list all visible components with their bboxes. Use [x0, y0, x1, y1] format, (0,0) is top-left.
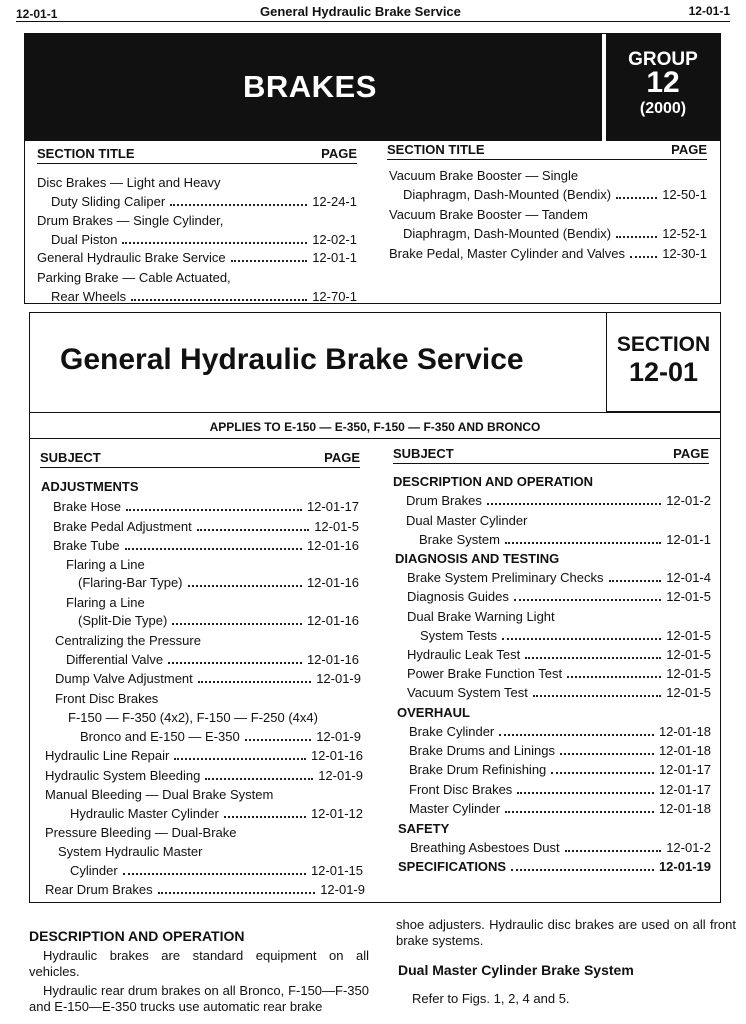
subject-entry[interactable]: [406, 493, 711, 508]
column-page-label: PAGE: [321, 146, 357, 161]
column-title-label: SUBJECT: [393, 446, 454, 461]
subject-page: 12-01-5: [314, 519, 359, 534]
subject-heading: OVERHAUL: [397, 705, 470, 720]
subject-entry[interactable]: [53, 499, 359, 514]
leader-dots: [499, 734, 654, 736]
toc-entry-label: Diaphragm, Dash-Mounted (Bendix): [403, 187, 612, 202]
toc-entry-line: Drum Brakes — Single Cylinder,: [37, 213, 224, 228]
toc-entry-page: 12-70-1: [312, 289, 357, 304]
subject-entry[interactable]: [419, 532, 711, 547]
toc-entry-label: Diaphragm, Dash-Mounted (Bendix): [403, 226, 612, 241]
group-number-block: [602, 34, 720, 141]
subject-entry[interactable]: [409, 762, 711, 777]
subject-label: Brake Pedal Adjustment: [53, 519, 192, 534]
subject-line: Front Disc Brakes: [55, 691, 159, 706]
running-header: [16, 4, 730, 22]
leader-dots: [616, 236, 657, 238]
subject-label: (Split-Die Type): [78, 613, 168, 628]
subject-entry[interactable]: [407, 647, 711, 662]
subject-line: Flaring a Line: [66, 557, 145, 572]
subject-page: 12-01-16: [306, 613, 359, 628]
toc-entry-page: 12-30-1: [662, 246, 707, 261]
subject-label: Brake Cylinder: [409, 724, 495, 739]
subject-page: 12-01-18: [658, 801, 711, 816]
subject-label: Hydraulic Line Repair: [45, 748, 170, 763]
section-title: General Hydraulic Brake Service: [60, 343, 524, 376]
subject-label: Vacuum System Test: [407, 685, 528, 700]
subject-line: Flaring a Line: [66, 595, 145, 610]
subsection-heading: Dual Master Cylinder Brake System: [398, 962, 634, 978]
subject-page: 12-01-18: [658, 743, 711, 758]
subject-page: 12-01-9: [316, 729, 361, 744]
leader-dots: [197, 529, 309, 531]
column-title-label: SECTION TITLE: [387, 142, 485, 157]
subject-entry[interactable]: [398, 859, 711, 874]
leader-dots: [174, 758, 306, 760]
subject-label: Master Cylinder: [409, 801, 501, 816]
column-title-label: SUBJECT: [40, 450, 101, 465]
toc-entry[interactable]: [403, 226, 707, 241]
subject-label: Brake Drums and Linings: [409, 743, 555, 758]
subject-label: Brake Tube: [53, 538, 120, 553]
subject-entry[interactable]: [409, 724, 711, 739]
divider: [30, 438, 720, 439]
subject-page: 12-01-16: [310, 748, 363, 763]
leader-dots: [630, 256, 657, 258]
toc-entry-page: 12-01-1: [312, 250, 357, 265]
subject-entry[interactable]: [66, 652, 359, 667]
subject-label: Hydraulic Master Cylinder: [70, 806, 219, 821]
subject-label: System Tests: [420, 628, 498, 643]
leader-dots: [168, 662, 302, 664]
subject-label: Brake System: [419, 532, 500, 547]
leader-dots: [125, 548, 302, 550]
leader-dots: [511, 869, 654, 871]
subject-entry[interactable]: [45, 882, 365, 897]
leader-dots: [158, 892, 316, 894]
group-label: GROUP: [628, 49, 698, 70]
subject-page: 12-01-17: [658, 762, 711, 777]
leader-dots: [533, 695, 661, 697]
group-year: (2000): [639, 100, 687, 117]
subject-heading: DESCRIPTION AND OPERATION: [393, 474, 594, 489]
leader-dots: [172, 623, 302, 625]
subject-line: Manual Bleeding — Dual Brake System: [45, 787, 274, 802]
subject-label: Hydraulic Leak Test: [407, 647, 521, 662]
subject-label: Brake Drum Refinishing: [409, 762, 547, 777]
group-contents-box: [24, 33, 721, 304]
subject-page: 12-01-9: [320, 882, 365, 897]
subject-entry[interactable]: [70, 806, 363, 821]
subject-page: 12-01-9: [316, 671, 361, 686]
subject-entry[interactable]: [80, 729, 361, 744]
leader-dots: [517, 792, 654, 794]
subject-entry[interactable]: [45, 768, 363, 783]
subject-entry[interactable]: [78, 613, 359, 628]
left-column-header: [37, 146, 357, 164]
subject-label: Breathing Asbestoes Dust: [410, 840, 560, 855]
subject-entry[interactable]: [55, 671, 361, 686]
leader-dots: [487, 503, 661, 505]
leader-dots: [205, 778, 313, 780]
subject-label: Brake System Preliminary Checks: [407, 570, 604, 585]
leader-dots: [502, 638, 661, 640]
subject-entry[interactable]: [407, 589, 711, 604]
subject-entry[interactable]: [409, 743, 711, 758]
subject-label: Drum Brakes: [406, 493, 482, 508]
subject-line: System Hydraulic Master: [58, 844, 203, 859]
subject-page: 12-01-5: [666, 666, 711, 681]
subject-page: 12-01-1: [666, 532, 711, 547]
subject-line: Pressure Bleeding — Dual-Brake: [45, 825, 237, 840]
toc-entry-line: Parking Brake — Cable Actuated,: [37, 270, 231, 285]
left-column-header: [40, 450, 360, 468]
subject-entry[interactable]: [53, 538, 359, 553]
subject-label: Rear Drum Brakes: [45, 882, 153, 897]
leader-dots: [224, 816, 306, 818]
subject-label: Cylinder: [70, 863, 118, 878]
leader-dots: [616, 197, 657, 199]
subject-page: 12-01-2: [666, 840, 711, 855]
leader-dots: [565, 850, 662, 852]
body-paragraph: Refer to Figs. 1, 2, 4 and 5.: [412, 991, 570, 1006]
subject-line: Dual Brake Warning Light: [407, 609, 555, 624]
toc-entry-page: 12-24-1: [312, 194, 357, 209]
header-title: General Hydraulic Brake Service: [260, 4, 461, 19]
subject-line: Centralizing the Pressure: [55, 633, 201, 648]
toc-entry-line: Disc Brakes — Light and Heavy: [37, 175, 221, 190]
subject-label: Power Brake Function Test: [407, 666, 563, 681]
leader-dots: [122, 242, 307, 244]
toc-entry-page: 12-02-1: [312, 232, 357, 247]
leader-dots: [126, 509, 302, 511]
leader-dots: [188, 585, 302, 587]
column-page-label: PAGE: [324, 450, 360, 465]
section-number: 12-01: [628, 357, 699, 387]
subject-page: 12-01-16: [306, 575, 359, 590]
subject-heading: DIAGNOSIS AND TESTING: [395, 551, 560, 566]
toc-entry-label: Brake Pedal, Master Cylinder and Valves: [389, 246, 626, 261]
subject-page: 12-01-12: [310, 806, 363, 821]
toc-entry-label: General Hydraulic Brake Service: [37, 250, 226, 265]
toc-entry[interactable]: [51, 194, 357, 209]
subject-entry[interactable]: [407, 685, 711, 700]
leader-dots: [131, 299, 307, 301]
subject-entry[interactable]: [420, 628, 711, 643]
subject-page: 12-01-5: [666, 647, 711, 662]
subject-page: 12-01-17: [306, 499, 359, 514]
divider: [30, 412, 720, 413]
leader-dots: [567, 676, 661, 678]
toc-entry-page: 12-50-1: [662, 187, 707, 202]
leader-dots: [514, 599, 661, 601]
subject-label: Front Disc Brakes: [409, 782, 513, 797]
subject-label: SPECIFICATIONS: [398, 859, 507, 874]
section-contents-box: [29, 312, 721, 903]
subject-entry[interactable]: [409, 782, 711, 797]
group-number: 12: [646, 66, 680, 99]
subject-line: Dual Master Cylinder: [406, 513, 528, 528]
subject-entry[interactable]: [409, 801, 711, 816]
subject-page: 12-01-17: [658, 782, 711, 797]
subject-page: 12-01-16: [306, 538, 359, 553]
subject-page: 12-01-16: [306, 652, 359, 667]
subject-heading: SAFETY: [398, 821, 450, 836]
leader-dots: [551, 772, 654, 774]
subject-entry[interactable]: [70, 863, 363, 878]
subject-line: F-150 — F-350 (4x2), F-150 — F-250 (4x4): [68, 710, 318, 725]
group-title-band: [25, 34, 720, 141]
toc-entry-line: Vacuum Brake Booster — Single: [389, 168, 579, 183]
subject-entry[interactable]: [53, 519, 359, 534]
column-page-label: PAGE: [673, 446, 709, 461]
section-label: SECTION: [616, 333, 711, 356]
subject-entry[interactable]: [45, 748, 363, 763]
group-title: BRAKES: [243, 69, 377, 104]
subject-page: 12-01-5: [666, 685, 711, 700]
body-paragraph: shoe adjusters. Hydraulic disc brakes are used on all front brake systems.: [396, 917, 736, 948]
body-paragraph: Hydraulic rear drum brakes on all Bronco, F-150—F-350 and E-150—E-350 trucks use automatic rear brake: [29, 983, 369, 1014]
toc-entry-label: Rear Wheels: [51, 289, 127, 304]
body-paragraph: Hydraulic brakes are standard equipment on all vehicles.: [29, 948, 369, 979]
right-column-header: [387, 142, 707, 160]
column-title-label: SECTION TITLE: [37, 146, 135, 161]
column-page-label: PAGE: [671, 142, 707, 157]
leader-dots: [123, 873, 306, 875]
subject-entry[interactable]: [407, 666, 711, 681]
toc-entry-line: Vacuum Brake Booster — Tandem: [389, 207, 588, 222]
subject-page: 12-01-19: [658, 859, 711, 874]
toc-entry[interactable]: [403, 187, 707, 202]
toc-entry-label: Duty Sliding Caliper: [51, 194, 166, 209]
header-page-left: 12-01-1: [16, 7, 58, 21]
subject-page: 12-01-2: [666, 493, 711, 508]
leader-dots: [170, 204, 307, 206]
subject-label: Bronco and E-150 — E-350: [80, 729, 240, 744]
header-page-right: 12-01-1: [688, 4, 730, 18]
subject-page: 12-01-15: [310, 863, 363, 878]
section-number-block: [606, 313, 720, 412]
subject-label: Differential Valve: [66, 652, 164, 667]
applies-to-line: APPLIES TO E-150 — E-350, F-150 — F-350 AND BRONCO: [209, 420, 541, 434]
leader-dots: [231, 260, 308, 262]
subject-label: Hydraulic System Bleeding: [45, 768, 201, 783]
subject-page: 12-01-5: [666, 589, 711, 604]
subject-label: Dump Valve Adjustment: [55, 671, 193, 686]
description-heading: DESCRIPTION AND OPERATION: [29, 928, 245, 944]
leader-dots: [198, 681, 311, 683]
toc-entry[interactable]: [389, 246, 707, 261]
leader-dots: [560, 753, 654, 755]
toc-entry[interactable]: [51, 289, 357, 304]
subject-page: 12-01-9: [318, 768, 363, 783]
leader-dots: [505, 811, 654, 813]
subject-page: 12-01-5: [666, 628, 711, 643]
toc-entry[interactable]: [37, 250, 357, 265]
toc-entry[interactable]: [51, 232, 357, 247]
toc-entry-label: Dual Piston: [51, 232, 118, 247]
leader-dots: [245, 739, 311, 741]
subject-entry[interactable]: [78, 575, 359, 590]
subject-label: (Flaring-Bar Type): [78, 575, 183, 590]
subject-page: 12-01-4: [666, 570, 711, 585]
subject-page: 12-01-18: [658, 724, 711, 739]
subject-entry[interactable]: [407, 570, 711, 585]
leader-dots: [525, 657, 661, 659]
subject-label: Brake Hose: [53, 499, 121, 514]
subject-entry[interactable]: [410, 840, 711, 855]
toc-entry-page: 12-52-1: [662, 226, 707, 241]
subject-label: Diagnosis Guides: [407, 589, 509, 604]
leader-dots: [609, 580, 662, 582]
leader-dots: [505, 542, 661, 544]
subject-heading: ADJUSTMENTS: [41, 479, 139, 494]
right-column-header: [393, 446, 709, 464]
